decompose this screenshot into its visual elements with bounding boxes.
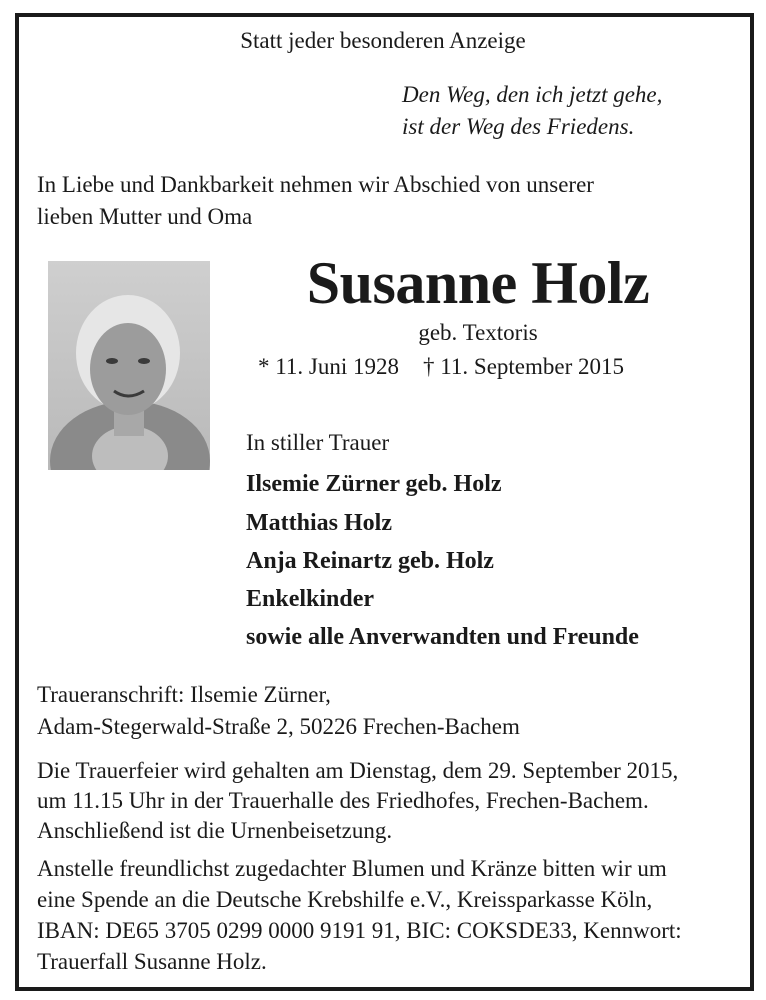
portrait-photo: [48, 261, 210, 470]
deceased-name: Susanne Holz: [306, 250, 650, 316]
obituary-border: [15, 13, 754, 991]
donation-line-4: Trauerfall Susanne Holz.: [37, 949, 267, 974]
motto-line-2: ist der Weg des Friedens.: [402, 114, 635, 139]
death-date: † 11. September 2015: [423, 354, 625, 379]
mourner-4: Enkelkinder: [246, 586, 375, 612]
intro-line-2: lieben Mutter und Oma: [37, 204, 253, 229]
donation-line-2: eine Spende an die Deutsche Krebshilfe e.V., Kreissparkasse Köln,: [37, 887, 653, 912]
motto-line-1: Den Weg, den ich jetzt gehe,: [402, 82, 663, 107]
donation-line-1: Anstelle freundlichst zugedachter Blumen und Kränze bitten wir um: [37, 856, 667, 881]
address-line-2: Adam-Stegerwald-Straße 2, 50226 Frechen-Bachem: [37, 714, 520, 739]
mourning-label: In stiller Trauer: [246, 430, 390, 455]
maiden-name: geb. Textoris: [418, 320, 538, 345]
birth-date: * 11. Juni 1928: [258, 354, 399, 379]
intro-line-1: In Liebe und Dankbarkeit nehmen wir Abschied von unserer: [37, 172, 594, 197]
mourner-1: Ilsemie Zürner geb. Holz: [246, 471, 502, 497]
address-line-1: Traueranschrift: Ilsemie Zürner,: [37, 682, 331, 707]
mourner-5: sowie alle Anverwandten und Freunde: [246, 624, 639, 650]
ceremony-line-3: Anschließend ist die Urnenbeisetzung.: [37, 818, 393, 843]
life-dates: [258, 354, 624, 380]
ceremony-line-1: Die Trauerfeier wird gehalten am Dienstag, dem 29. September 2015,: [37, 758, 679, 783]
donation-line-3: IBAN: DE65 3705 0299 0000 9191 91, BIC: COKSDE33, Kennwort:: [37, 918, 682, 943]
notice-header: Statt jeder besonderen Anzeige: [240, 28, 526, 53]
mourner-2: Matthias Holz: [246, 510, 392, 536]
mourner-3: Anja Reinartz geb. Holz: [246, 548, 494, 574]
ceremony-line-2: um 11.15 Uhr in der Trauerhalle des Friedhofes, Frechen-Bachem.: [37, 788, 649, 813]
